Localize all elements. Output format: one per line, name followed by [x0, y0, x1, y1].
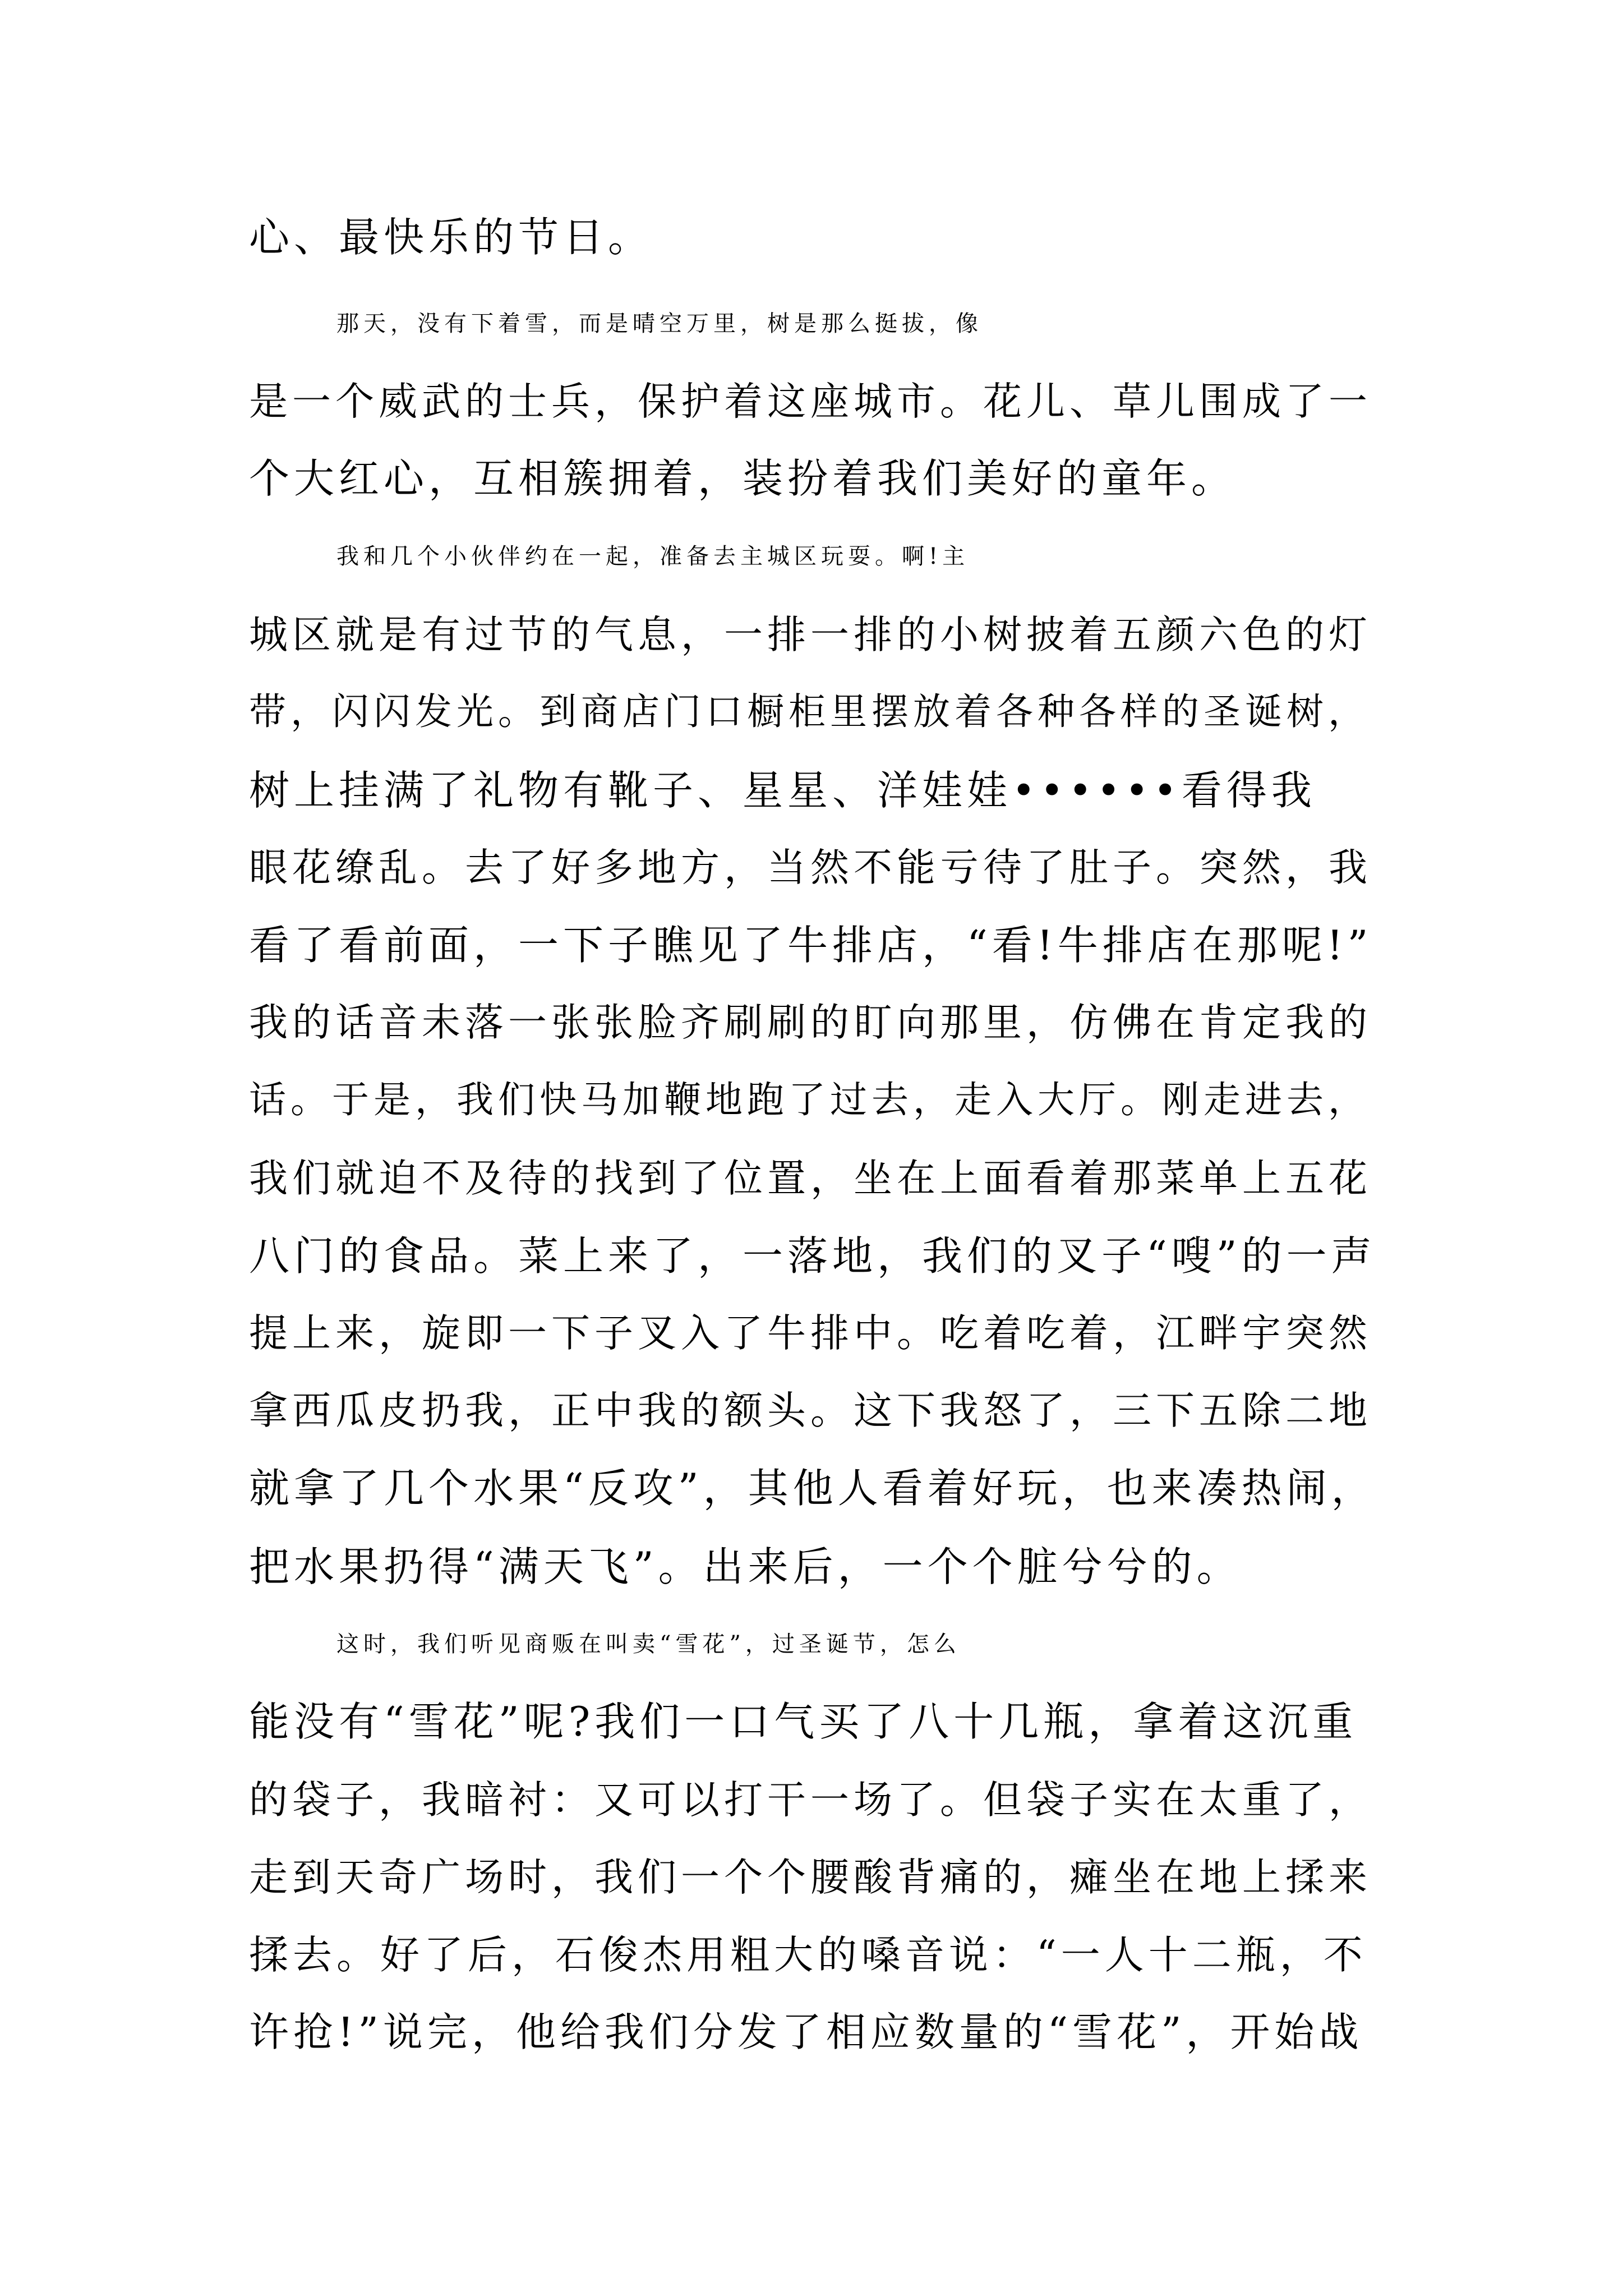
text-line: 能没有“雪花”呢?我们一口气买了八十几瓶，拿着这沉重 — [249, 1698, 1358, 1745]
text-line: 拿西瓜皮扔我，正中我的额头。这下我怒了，三下五除二地 — [249, 1388, 1372, 1433]
text-line: 许抢!”说完，他给我们分发了相应数量的“雪花”，开始战 — [249, 2009, 1363, 2055]
text-line: 带，闪闪发光。到商店门口橱柜里摆放着各种各样的圣诞树， — [249, 690, 1370, 733]
text-line: 看了看前面，一下子瞧见了牛排店，“看!牛排店在那呢!” — [249, 922, 1373, 969]
text-line: 我的话音未落一张张脸齐刷刷的盯向那里，仿佛在肯定我的 — [249, 1000, 1372, 1045]
paragraph-start-line: 我和几个小伙伴约在一起，准备去主城区玩耍。啊!主 — [336, 544, 970, 569]
text-line: 话。于是，我们快马加鞭地跑了过去，走入大厅。刚走进去， — [249, 1078, 1370, 1121]
text-line: 走到天奇广场时，我们一个个腰酸背痛的，瘫坐在地上揉来 — [249, 1855, 1372, 1900]
text-line: 眼花缭乱。去了好多地方，当然不能亏待了肚子。突然，我 — [249, 845, 1372, 890]
text-line: 我们就迫不及待的找到了位置，坐在上面看着那菜单上五花 — [249, 1156, 1372, 1201]
text-line: 的袋子，我暗衬：又可以打干一场了。但袋子实在太重了， — [249, 1778, 1372, 1823]
text-line: 提上来，旋即一下子叉入了牛排中。吃着吃着，江畔宇突然 — [249, 1311, 1372, 1356]
text-line: 就拿了几个水果“反攻”，其他人看着好玩，也来凑热闹， — [249, 1465, 1376, 1512]
text-line: 是一个威武的士兵，保护着这座城市。花儿、草儿围成了一 — [249, 379, 1372, 424]
paragraph-start-line: 这时，我们听见商贩在叫卖“雪花”，过圣诞节，怎么 — [336, 1631, 961, 1657]
text-line: 把水果扔得“满天飞”。出来后，一个个脏兮兮的。 — [249, 1543, 1242, 1590]
text-line: 揉去。好了后，石俊杰用粗大的嗓音说：“一人十二瓶，不 — [249, 1932, 1367, 1978]
paragraph-start-line: 那天，没有下着雪，而是晴空万里，树是那么挺拔，像 — [336, 311, 983, 337]
text-line: 城区就是有过节的气息，一排一排的小树披着五颜六色的灯 — [249, 613, 1372, 657]
text-line: 八门的食品。菜上来了，一落地，我们的叉子“嗖”的一声 — [249, 1232, 1376, 1280]
text-line: 个大红心，互相簇拥着，装扮着我们美好的童年。 — [249, 455, 1237, 502]
text-line: 树上挂满了礼物有靴子、星星、洋娃娃••••••看得我 — [249, 767, 1316, 814]
text-line: 心、最快乐的节日。 — [249, 214, 653, 261]
